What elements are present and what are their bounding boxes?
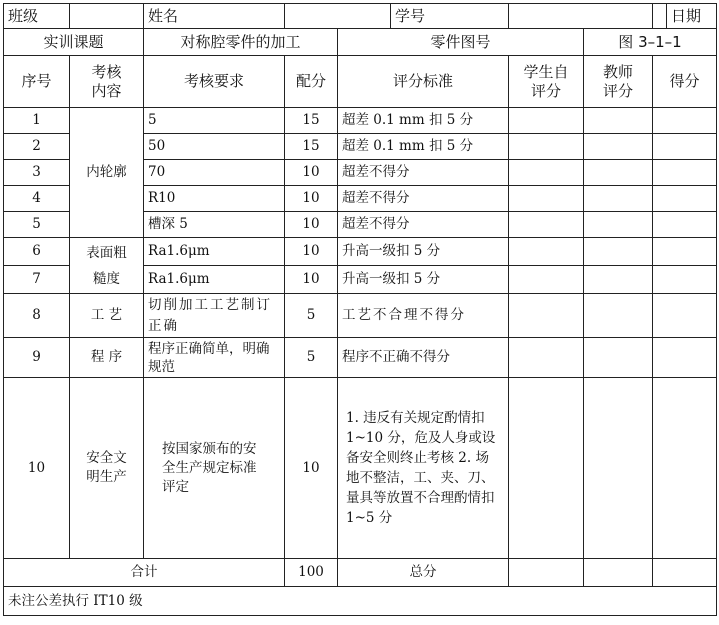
row-1-crit: 超差 0.1 mm 扣 5 分 — [338, 108, 509, 134]
col-score: 得分 — [653, 56, 717, 108]
row-1-teacher-score[interactable] — [584, 108, 653, 134]
tolerance-note: 未注公差执行 IT10 级 — [4, 587, 717, 616]
student-id-label: 学号 — [391, 4, 509, 29]
row-10-pts: 10 — [285, 378, 338, 559]
row-7-req: Ra1.6μm — [144, 266, 285, 294]
row-2-student-score[interactable] — [509, 134, 584, 160]
row-7-no: 7 — [4, 266, 70, 294]
row-9-teacher-score[interactable] — [584, 338, 653, 378]
row-3-no: 3 — [4, 160, 70, 186]
row-7-score[interactable] — [653, 266, 717, 294]
row-4-no: 4 — [4, 186, 70, 212]
row-7-pts: 10 — [285, 266, 338, 294]
row-9-crit: 程序不正确不得分 — [338, 338, 509, 378]
row-8-score[interactable] — [653, 294, 717, 338]
row-10-student-score[interactable] — [509, 378, 584, 559]
row-4-teacher-score[interactable] — [584, 186, 653, 212]
assessment-sheet — [3, 3, 716, 616]
row-2-crit: 超差 0.1 mm 扣 5 分 — [338, 134, 509, 160]
row-6-req: Ra1.6μm — [144, 238, 285, 266]
row-2-no: 2 — [4, 134, 70, 160]
row-8-crit: 工艺不合理不得分 — [338, 294, 509, 338]
row-1-pts: 15 — [285, 108, 338, 134]
group-inner-contour: 内轮廓 — [70, 108, 144, 238]
student-id-value-cell[interactable] — [509, 4, 653, 29]
row-4-crit: 超差不得分 — [338, 186, 509, 212]
row-6-score[interactable] — [653, 238, 717, 266]
row-3-student-score[interactable] — [509, 160, 584, 186]
row-3-crit: 超差不得分 — [338, 160, 509, 186]
row-3-req: 70 — [144, 160, 285, 186]
row-7-crit: 升高一级扣 5 分 — [338, 266, 509, 294]
col-requirement: 考核要求 — [144, 56, 285, 108]
total-label: 合计 — [4, 559, 285, 587]
row-6-student-score[interactable] — [509, 238, 584, 266]
row-1-student-score[interactable] — [509, 108, 584, 134]
row-5-pts: 10 — [285, 212, 338, 238]
total-teacher-score[interactable] — [584, 559, 653, 587]
drawing-label: 零件图号 — [338, 29, 584, 56]
assessment-table — [3, 3, 717, 616]
row-8-no: 8 — [4, 294, 70, 338]
row-3-score[interactable] — [653, 160, 717, 186]
row-9-req: 程序正确简单，明确规范 — [144, 338, 285, 378]
row-5-no: 5 — [4, 212, 70, 238]
col-criteria: 评分标准 — [338, 56, 509, 108]
col-student-score: 学生自评分 — [509, 56, 584, 108]
group-safety: 安全文明生产 — [70, 378, 144, 559]
row-10-teacher-score[interactable] — [584, 378, 653, 559]
topic-value: 对称腔零件的加工 — [144, 29, 338, 56]
row-9-no: 9 — [4, 338, 70, 378]
row-5-crit: 超差不得分 — [338, 212, 509, 238]
row-10-no: 10 — [4, 378, 70, 559]
group-process: 工 艺 — [70, 294, 144, 338]
drawing-value: 图 3–1–1 — [584, 29, 717, 56]
col-item: 考核内容 — [70, 56, 144, 108]
row-10-crit: 1. 违反有关规定酌情扣 1~10 分，危及人身或设备安全则终止考核 2. 场地不整洁，工、夹、刀、量具等放置不合理酌情扣 1~5 分 — [338, 378, 509, 559]
group-program: 程 序 — [70, 338, 144, 378]
total-value: 100 — [285, 559, 338, 587]
date-label-spacer — [653, 4, 667, 29]
total-score-label: 总分 — [338, 559, 509, 587]
row-1-score[interactable] — [653, 108, 717, 134]
row-6-teacher-score[interactable] — [584, 238, 653, 266]
row-5-teacher-score[interactable] — [584, 212, 653, 238]
row-4-score[interactable] — [653, 186, 717, 212]
col-teacher-score: 教师评分 — [584, 56, 653, 108]
row-1-req: 5 — [144, 108, 285, 134]
row-7-student-score[interactable] — [509, 266, 584, 294]
row-6-crit: 升高一级扣 5 分 — [338, 238, 509, 266]
row-9-student-score[interactable] — [509, 338, 584, 378]
group-roughness: 表面粗糙度 — [70, 238, 144, 294]
row-2-pts: 15 — [285, 134, 338, 160]
row-8-student-score[interactable] — [509, 294, 584, 338]
row-8-pts: 5 — [285, 294, 338, 338]
row-4-student-score[interactable] — [509, 186, 584, 212]
date-label: 日期 — [667, 4, 717, 29]
row-5-score[interactable] — [653, 212, 717, 238]
total-student-score[interactable] — [509, 559, 584, 587]
name-label: 姓名 — [144, 4, 285, 29]
class-label: 班级 — [4, 4, 70, 29]
row-9-pts: 5 — [285, 338, 338, 378]
row-3-pts: 10 — [285, 160, 338, 186]
name-value-cell[interactable] — [285, 4, 391, 29]
row-5-req: 槽深 5 — [144, 212, 285, 238]
row-2-score[interactable] — [653, 134, 717, 160]
row-4-req: R10 — [144, 186, 285, 212]
col-points: 配分 — [285, 56, 338, 108]
class-value-cell[interactable] — [70, 4, 144, 29]
row-7-teacher-score[interactable] — [584, 266, 653, 294]
row-5-student-score[interactable] — [509, 212, 584, 238]
row-2-teacher-score[interactable] — [584, 134, 653, 160]
row-6-no: 6 — [4, 238, 70, 266]
total-score[interactable] — [653, 559, 717, 587]
row-8-teacher-score[interactable] — [584, 294, 653, 338]
row-8-req: 切削加工工艺制订正确 — [144, 294, 285, 338]
row-4-pts: 10 — [285, 186, 338, 212]
row-10-score[interactable] — [653, 378, 717, 559]
row-3-teacher-score[interactable] — [584, 160, 653, 186]
topic-label: 实训课题 — [4, 29, 144, 56]
row-1-no: 1 — [4, 108, 70, 134]
row-2-req: 50 — [144, 134, 285, 160]
col-seq: 序号 — [4, 56, 70, 108]
row-6-pts: 10 — [285, 238, 338, 266]
row-10-req: 按国家颁布的安全生产规定标准评定 — [144, 378, 285, 559]
row-9-score[interactable] — [653, 338, 717, 378]
